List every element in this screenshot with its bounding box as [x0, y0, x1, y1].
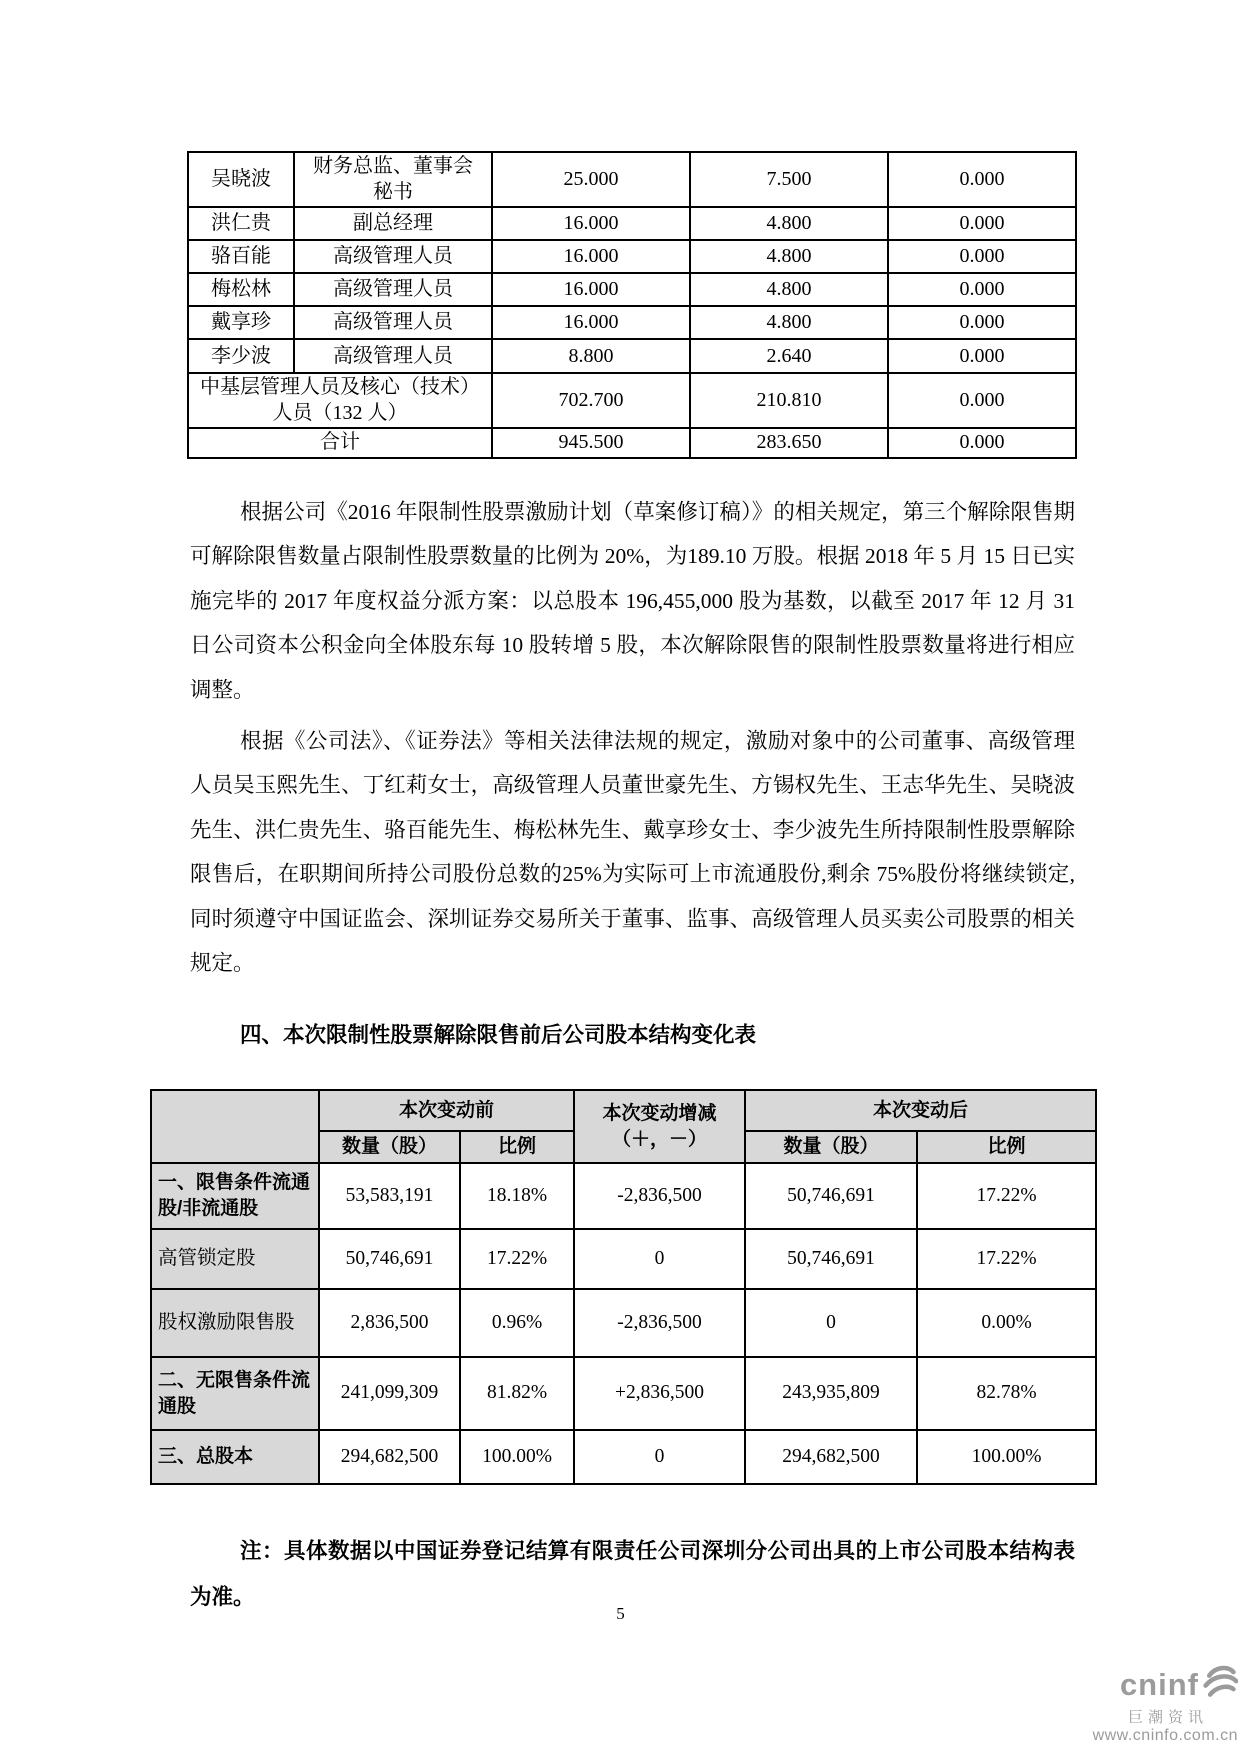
- before-qty: 2,836,500: [319, 1289, 460, 1357]
- cninfo-logo: [1093, 1664, 1238, 1745]
- remaining-qty: 0.000: [888, 428, 1076, 458]
- before-qty: 294,682,500: [319, 1430, 460, 1484]
- before-ratio: 17.22%: [460, 1229, 574, 1289]
- table-row: [188, 240, 1076, 273]
- unlock-qty: 2.640: [690, 339, 888, 373]
- change-qty: 0: [574, 1229, 745, 1289]
- table-row: [151, 1289, 1096, 1357]
- row-label: 高管锁定股: [151, 1229, 319, 1289]
- unlock-qty: 283.650: [690, 428, 888, 458]
- table-row-group: [188, 373, 1076, 428]
- table-header-row: [151, 1090, 1096, 1131]
- change-qty: -2,836,500: [574, 1289, 745, 1357]
- row-label: 二、无限售条件流通股: [151, 1357, 319, 1430]
- change-qty: +2,836,500: [574, 1357, 745, 1430]
- remaining-qty: 0.000: [888, 240, 1076, 273]
- footnote: 注：具体数据以中国证券登记结算有限责任公司深圳分公司出具的上市公司股本结构表为准。: [190, 1538, 1075, 1609]
- header-ratio: 比例: [917, 1131, 1096, 1163]
- before-ratio: 18.18%: [460, 1163, 574, 1229]
- total-label: 合计: [188, 428, 492, 458]
- header-change: 本次变动增减（＋，－）: [574, 1090, 745, 1163]
- header-after: 本次变动后: [745, 1090, 1096, 1131]
- person-title: 高级管理人员: [294, 306, 492, 339]
- granted-qty: 702.700: [492, 373, 690, 428]
- after-ratio: 82.78%: [917, 1357, 1096, 1430]
- change-qty: 0: [574, 1430, 745, 1484]
- table-row-total: [188, 428, 1076, 458]
- person-name: 戴享珍: [188, 306, 294, 339]
- remaining-qty: 0.000: [888, 339, 1076, 373]
- row-label: 一、限售条件流通股/非流通股: [151, 1163, 319, 1229]
- change-qty: -2,836,500: [574, 1163, 745, 1229]
- unlock-qty: 4.800: [690, 240, 888, 273]
- incentive-unlock-table: [187, 151, 1077, 459]
- after-ratio: 17.22%: [917, 1163, 1096, 1229]
- table-row: [151, 1229, 1096, 1289]
- before-ratio: 100.00%: [460, 1430, 574, 1484]
- table-row: [188, 152, 1076, 207]
- after-qty: 50,746,691: [745, 1163, 917, 1229]
- table-row: [151, 1357, 1096, 1430]
- remaining-qty: 0.000: [888, 373, 1076, 428]
- person-title: 高级管理人员: [294, 240, 492, 273]
- before-qty: 50,746,691: [319, 1229, 460, 1289]
- person-title: 财务总监、董事会秘书: [294, 152, 492, 207]
- after-ratio: 0.00%: [917, 1289, 1096, 1357]
- header-qty: 数量（股）: [745, 1131, 917, 1163]
- table-row: [188, 306, 1076, 339]
- granted-qty: 16.000: [492, 273, 690, 306]
- person-title: 副总经理: [294, 207, 492, 240]
- paragraph-law-restrictions: 根据《公司法》、《证券法》等相关法律法规的规定，激励对象中的公司董事、高级管理人员吴玉熙先生、丁红莉女士，高级管理人员董世豪先生、方锡权先生、王志华先生、吴晓波先生、洪仁贵先生、骆百能先生、梅松林先生、戴享珍女士、李少波先生所持限制性股票解除限售后，在职期间所持公司股份总数的25%为实际可上市流通股份,剩余 75%股份将继续锁定,同时须遵守中国证监会、深圳证券交易所关于董事、监事、高级管理人员买卖公司股票的相关规定。: [190, 728, 1075, 975]
- cninfo-url: www.cninfo.com.cn: [1092, 1727, 1238, 1744]
- before-ratio: 0.96%: [460, 1289, 574, 1357]
- row-label: 股权激励限售股: [151, 1289, 319, 1357]
- corner-cell: [151, 1090, 319, 1163]
- remaining-qty: 0.000: [888, 306, 1076, 339]
- section-heading: 四、本次限制性股票解除限售前后公司股本结构变化表: [240, 1023, 757, 1047]
- header-qty: 数量（股）: [319, 1131, 460, 1163]
- row-label: 三、总股本: [151, 1430, 319, 1484]
- granted-qty: 16.000: [492, 240, 690, 273]
- after-ratio: 100.00%: [917, 1430, 1096, 1484]
- before-ratio: 81.82%: [460, 1357, 574, 1430]
- granted-qty: 945.500: [492, 428, 690, 458]
- person-title: 高级管理人员: [294, 273, 492, 306]
- person-name: 李少波: [188, 339, 294, 373]
- table-row: [151, 1430, 1096, 1484]
- paragraph-unlock-ratio: 根据公司《2016 年限制性股票激励计划（草案修订稿）》的相关规定，第三个解除限售期可解除限售数量占限制性股票数量的比例为 20%，为189.10 万股。根据 2018 年 5 月 15 日已实施完毕的 2017 年度权益分派方案：以总股本 196,455,000 股为基数，以截至 2017 年 12 月 31 日公司资本公积金向全体股东每 10 股转增 5 股，本次解除限售的限制性股票数量将进行相应调整。: [190, 499, 1075, 702]
- after-qty: 0: [745, 1289, 917, 1357]
- before-qty: 241,099,309: [319, 1357, 460, 1430]
- unlock-qty: 4.800: [690, 273, 888, 306]
- group-label: 中基层管理人员及核心（技术）人员（132 人）: [188, 373, 492, 428]
- granted-qty: 16.000: [492, 207, 690, 240]
- after-ratio: 17.22%: [917, 1229, 1096, 1289]
- after-qty: 50,746,691: [745, 1229, 917, 1289]
- share-structure-table: [150, 1089, 1097, 1485]
- remaining-qty: 0.000: [888, 273, 1076, 306]
- cninfo-brand-text: cninf: [1119, 1666, 1199, 1702]
- table-row: [151, 1163, 1096, 1229]
- remaining-qty: 0.000: [888, 207, 1076, 240]
- person-title: 高级管理人员: [294, 339, 492, 373]
- granted-qty: 8.800: [492, 339, 690, 373]
- unlock-qty: 210.810: [690, 373, 888, 428]
- person-name: 骆百能: [188, 240, 294, 273]
- table-row: [188, 273, 1076, 306]
- before-qty: 53,583,191: [319, 1163, 460, 1229]
- unlock-qty: 7.500: [690, 152, 888, 207]
- unlock-qty: 4.800: [690, 207, 888, 240]
- remaining-qty: 0.000: [888, 152, 1076, 207]
- granted-qty: 16.000: [492, 306, 690, 339]
- person-name: 洪仁贵: [188, 207, 294, 240]
- cninfo-swirl-icon: [1202, 1664, 1238, 1705]
- after-qty: 294,682,500: [745, 1430, 917, 1484]
- table-row: [188, 339, 1076, 373]
- person-name: 梅松林: [188, 273, 294, 306]
- header-before: 本次变动前: [319, 1090, 574, 1131]
- table-row: [188, 207, 1076, 240]
- cninfo-chinese-name: 巨潮资讯: [1127, 1709, 1208, 1726]
- after-qty: 243,935,809: [745, 1357, 917, 1430]
- unlock-qty: 4.800: [690, 306, 888, 339]
- page-number: 5: [616, 1604, 625, 1623]
- header-ratio: 比例: [460, 1131, 574, 1163]
- granted-qty: 25.000: [492, 152, 690, 207]
- person-name: 吴晓波: [188, 152, 294, 207]
